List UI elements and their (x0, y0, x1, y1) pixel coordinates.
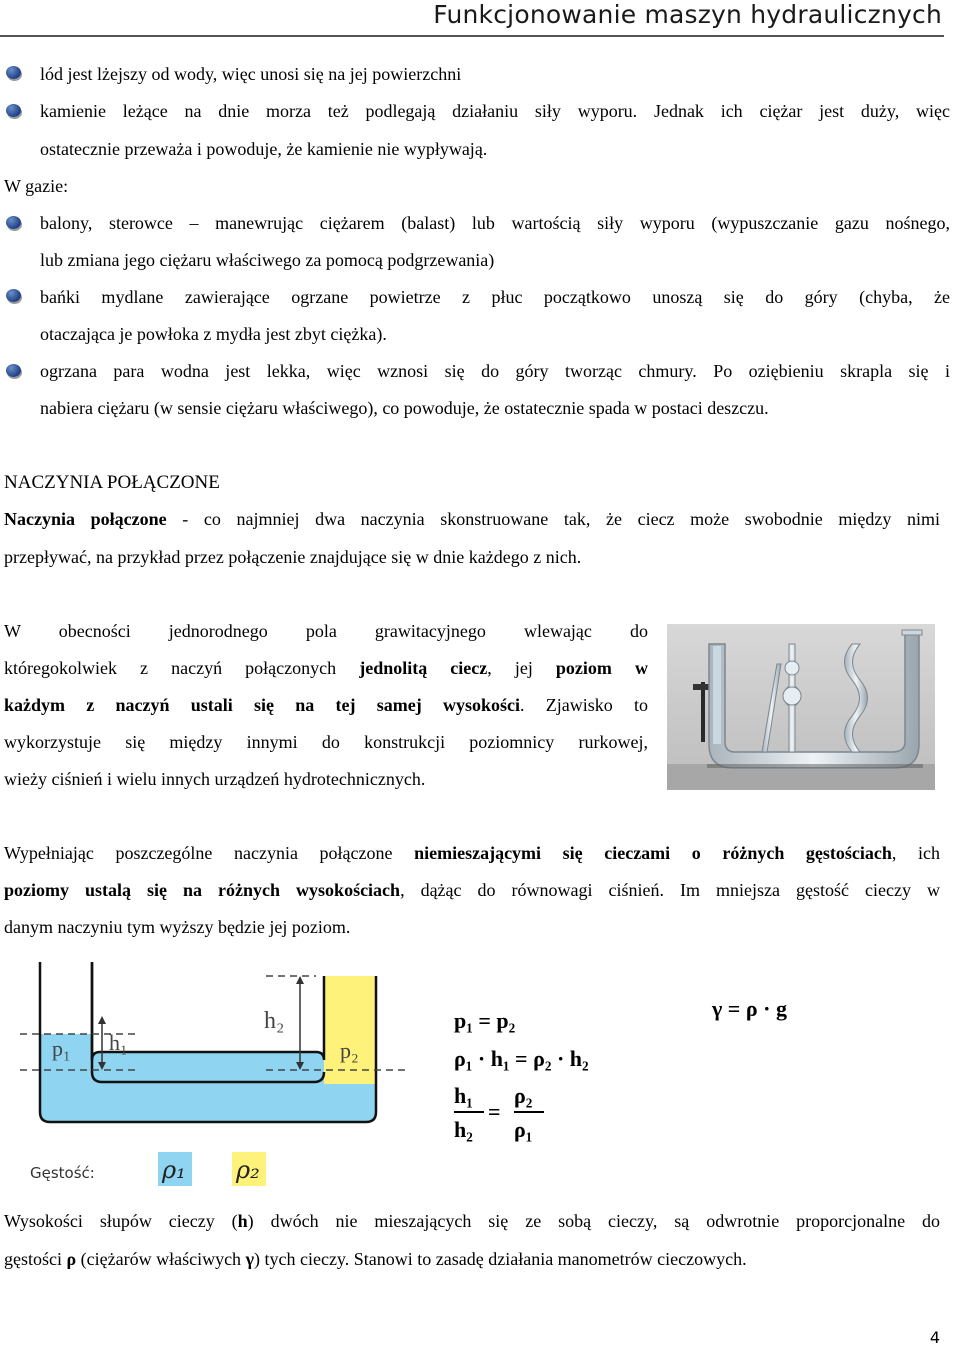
frac-bar-left (454, 1111, 484, 1113)
header-title: Funkcjonowanie maszyn hydraulicznych (433, 0, 942, 29)
bold-span: każdym z naczyń ustali się na tej samej wysokości (4, 695, 520, 715)
bold-span: niemieszającymi się cieczami o różnych gęstościach (414, 843, 892, 863)
label-h1: h₁ (109, 1030, 128, 1055)
text-span: ) tych cieczy. Stanowi to zasadę działania manometrów cieczowych. (253, 1249, 747, 1269)
definition-line-1 (4, 508, 940, 530)
page-header (0, 0, 960, 36)
text-span: Wypełniając poszczególne naczynia połączone (4, 843, 415, 863)
frac-bar-right (514, 1111, 544, 1113)
formula-ratio (454, 1083, 564, 1153)
conclusion-line-2 (4, 1248, 747, 1270)
bold-span: poziomy ustalą się na różnych wysokościach (4, 880, 401, 900)
bold-span: poziom w (555, 658, 648, 678)
bullet-icon (4, 66, 22, 82)
text-span: , dążąc do równowagi ciśnień. Im mniejsza gęstość cieczy w (400, 880, 940, 900)
formula-pressure-equal: p₁ = p₂ (454, 1008, 516, 1033)
immiscible-line-1 (4, 842, 940, 864)
gravity-line-1: W obecności jednorodnego pola grawitacyjnego wlewając do (4, 621, 648, 641)
gravity-line-4: wykorzystuje się między innymi do konstrukcji poziomnicy rurkowej, (4, 732, 648, 752)
immiscible-line-2 (4, 879, 940, 901)
rho2-swatch-label: ρ₂ (236, 1156, 260, 1184)
list-item-continuation: otaczająca je powłoka z mydła jest zbyt ciężka). (40, 324, 387, 344)
bold-span: h (237, 1211, 248, 1231)
list-item: ogrzana para wodna jest lekka, więc wznosi się do góry tworząc chmury. Po oziębieniu skrapla się i (40, 361, 950, 381)
label-h2: h₂ (264, 1008, 285, 1034)
section-heading: NACZYNIA POŁĄCZONE (4, 472, 220, 493)
label-p1: p₁ (52, 1036, 71, 1061)
page-number: 4 (929, 1328, 940, 1347)
bullet-icon (4, 104, 22, 120)
bold-span: jednolitą ciecz (359, 658, 488, 678)
text-span: gęstości (4, 1249, 67, 1269)
frac-den-left: h₂ (454, 1117, 473, 1142)
header-rule (0, 35, 944, 37)
text-span: ) dwóch nie mieszających się ze sobą cieczy, są odwrotnie proporcjonalne do (247, 1211, 940, 1231)
connected-vessels-photo (667, 624, 935, 790)
list-item: balony, sterowce – manewrując ciężarem (balast) lub wartością siły wyporu (wypuszczanie gazu nośnego, (40, 213, 950, 233)
label-p2: p₂ (340, 1038, 359, 1063)
gravity-line-5: wieży ciśnień i wielu innych urządzeń hydrotechnicznych. (4, 769, 426, 789)
list-item-continuation: lub zmiana jego ciężaru właściwego za pomocą podgrzewania) (40, 250, 495, 270)
u-tube-diagram (16, 962, 426, 1192)
rho1-swatch-label: ρ₁ (162, 1156, 186, 1184)
conclusion-line-1 (4, 1210, 940, 1232)
list-item: lód jest lżejszy od wody, więc unosi się na jej powierzchni (40, 64, 462, 84)
formula-gamma: γ = ρ · g (712, 996, 787, 1021)
gravity-line-2 (4, 657, 648, 679)
bold-span: γ (245, 1249, 254, 1269)
gas-label: W gazie: (4, 176, 69, 196)
immiscible-line-3: danym naczyniu tym wyższy będzie jej poziom. (4, 917, 351, 937)
bullet-icon (4, 289, 22, 305)
gravity-line-3 (4, 694, 648, 716)
text-span: (ciężarów właściwych (76, 1249, 246, 1269)
density-label: Gęstość: (30, 1164, 95, 1182)
list-item-continuation: ostatecznie przeważa i powoduje, że kamienie nie wypływają. (40, 139, 488, 159)
list-item-continuation: nabiera ciężaru (w sensie ciężaru właściwego), co powoduje, że ostatecznie spada w postaci deszczu. (40, 398, 769, 418)
definition-text: - co najmniej dwa naczynia skonstruowane tak, że ciecz może swobodnie między nimi (166, 509, 940, 529)
definition-line-2: przepływać, na przykład przez połączenie znajdujące się w dnie każdego z nich. (4, 547, 582, 567)
text-span: . Zjawisko to (520, 695, 648, 715)
list-item: bańki mydlane zawierające ogrzane powietrze z płuc początkowo unoszą się do góry (chyba, że (40, 287, 950, 307)
frac-num-right: ρ₂ (514, 1083, 533, 1108)
text-span: Wysokości słupów cieczy ( (4, 1211, 238, 1231)
text-span: , ich (891, 843, 940, 863)
bold-span: ρ (66, 1249, 77, 1269)
frac-equals: = (488, 1099, 501, 1124)
frac-den-right: ρ₁ (514, 1117, 533, 1142)
list-item: kamienie leżące na dnie morza też podlegają działaniu siły wyporu. Jednak ich ciężar jest duży, więc (40, 101, 950, 121)
text-span: któregokolwiek z naczyń połączonych (4, 658, 360, 678)
frac-num-left: h₁ (454, 1083, 473, 1108)
text-span: , jej (487, 658, 556, 678)
definition-term: Naczynia połączone (4, 509, 167, 529)
formula-rho-h: ρ₁ · h₁ = ρ₂ · h₂ (454, 1046, 589, 1071)
bullet-icon (4, 216, 22, 232)
bullet-icon (4, 364, 22, 380)
